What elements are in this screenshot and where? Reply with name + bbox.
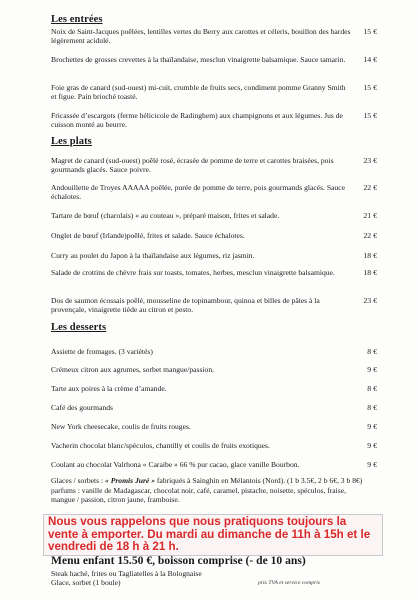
menu-item: Onglet de bœuf (Irlande)poêlé, frites et salade. Sauce échalotes.: [51, 231, 245, 240]
menu-item-price: 23 €: [363, 296, 377, 305]
menu-item-price: 9 €: [367, 441, 377, 450]
menu-item: Tartare de bœuf (charolais) « au couteau », préparé maison, frites et salade.: [51, 211, 280, 220]
menu-item: Assiette de fromages. (3 variétés): [51, 347, 153, 356]
menu-item: Magret de canard (sud-ouest) poêlé rosé, écrasée de pomme de terre et carottes braisées, pois gourmands glacés. Sauce poivre.: [51, 156, 334, 175]
menu-item-price: 8 €: [367, 384, 377, 393]
menu-item: Vacherin chocolat blanc/spéculos, chantilly et coulis de fruits exotiques.: [51, 441, 270, 450]
menu-item-price: 21 €: [363, 211, 377, 220]
menu-enfant-line: Steak haché, frites ou Tagliatelles à la Bolognaise: [51, 569, 202, 578]
glaces-brand: « Promis Juré »: [105, 476, 155, 485]
menu-item: New York cheesecake, coulis de fruits rouges.: [51, 422, 191, 431]
menu-item: Café des gourmands: [51, 403, 113, 412]
menu-item: Crémeux citron aux agrumes, sorbet mangue/passion.: [51, 365, 215, 374]
menu-item: Salade de crottins de chèvre frais sur toasts, tomates, herbes, mesclun vinaigrette balsamique.: [51, 268, 335, 277]
menu-item-price: 18 €: [363, 268, 377, 277]
price-footnote: prix TVA et service compris: [258, 580, 320, 586]
glaces-description: [51, 476, 371, 505]
menu-item: Dos de saumon écossais poêlé, mousseline de topinambour, quinoa et billes de pâtes à la provençale, vinaigrette tiède au citron et pesto.: [51, 296, 320, 315]
menu-enfant-line: Glace, sorbet (1 boule): [51, 578, 121, 587]
menu-item: Tarte aux poires à la crème d’amande.: [51, 384, 167, 393]
takeaway-notice: Nous vous rappelons que nous pratiquons toujours la vente à emporter. Du mardi au dimanche de 11h à 15h et le vendredi de 18 h à 21 h.: [43, 514, 383, 556]
menu-item: Foie gras de canard (sud-ouest) mi-cuit, crumble de fruits secs, condiment pomme Granny Smith et figue. Pain brioché toasté.: [51, 83, 346, 102]
menu-item: Noix de Saint-Jacques poêlées, lentilles vertes du Berry aux carottes et céleris, bouillon des bardes légèrement acidulé.: [51, 27, 351, 46]
menu-item-price: 18 €: [363, 251, 377, 260]
menu-item-price: 9 €: [367, 422, 377, 431]
glaces-rest: fabriqués à Sainghin en Mélantois (Nord). (1 b 3.5€, 2 b 6€, 3 b 8€) parfums : vanille de Madagascar, chocolat noir, café, caramel, pistache, noisette, spéculos, fraise, mangue / passion, citron jaune, framboise.: [51, 476, 363, 505]
menu-item-price: 15 €: [363, 27, 377, 36]
menu-item-price: 8 €: [367, 403, 377, 412]
menu-item-price: 23 €: [363, 156, 377, 165]
menu-enfant-title: Menu enfant 15.50 €, boisson comprise (- de 10 ans): [51, 554, 306, 567]
menu-item-price: 15 €: [363, 83, 377, 92]
section-title-desserts: Les desserts: [51, 322, 107, 333]
section-title-plats: Les plats: [51, 136, 92, 147]
menu-item: Andouillette de Troyes AAAAA poêlée, purée de pomme de terre, pois gourmands glacés. Sauce échalotes.: [51, 183, 345, 202]
menu-item-price: 22 €: [363, 183, 377, 192]
menu-item-price: 15 €: [363, 111, 377, 120]
menu-item-price: 8 €: [367, 347, 377, 356]
menu-item-price: 9 €: [367, 460, 377, 469]
section-title-entrees: Les entrées: [51, 14, 103, 25]
menu-item-price: 9 €: [367, 365, 377, 374]
menu-item: Curry au poulet du Japon à la thaïlandaise aux légumes, riz jasmin.: [51, 251, 255, 260]
menu-item: Brochettes de grosses crevettes à la thaïlandaise, mesclun vinaigrette balsamique. Sauce tamarin.: [51, 55, 346, 64]
menu-item: Fricassée d’escargots (ferme hélicicole de Radinghem) aux champignons et aux légumes. Jus de cuisson monté au beurre.: [51, 111, 343, 130]
glaces-prefix: Glaces / sorbets :: [51, 476, 105, 485]
menu-item-price: 14 €: [363, 55, 377, 64]
menu-item-price: 22 €: [363, 231, 377, 240]
menu-item: Coulant au chocolat Valrhona « Caraibe » 66 % pur cacao, glace vanille Bourbon.: [51, 460, 300, 469]
